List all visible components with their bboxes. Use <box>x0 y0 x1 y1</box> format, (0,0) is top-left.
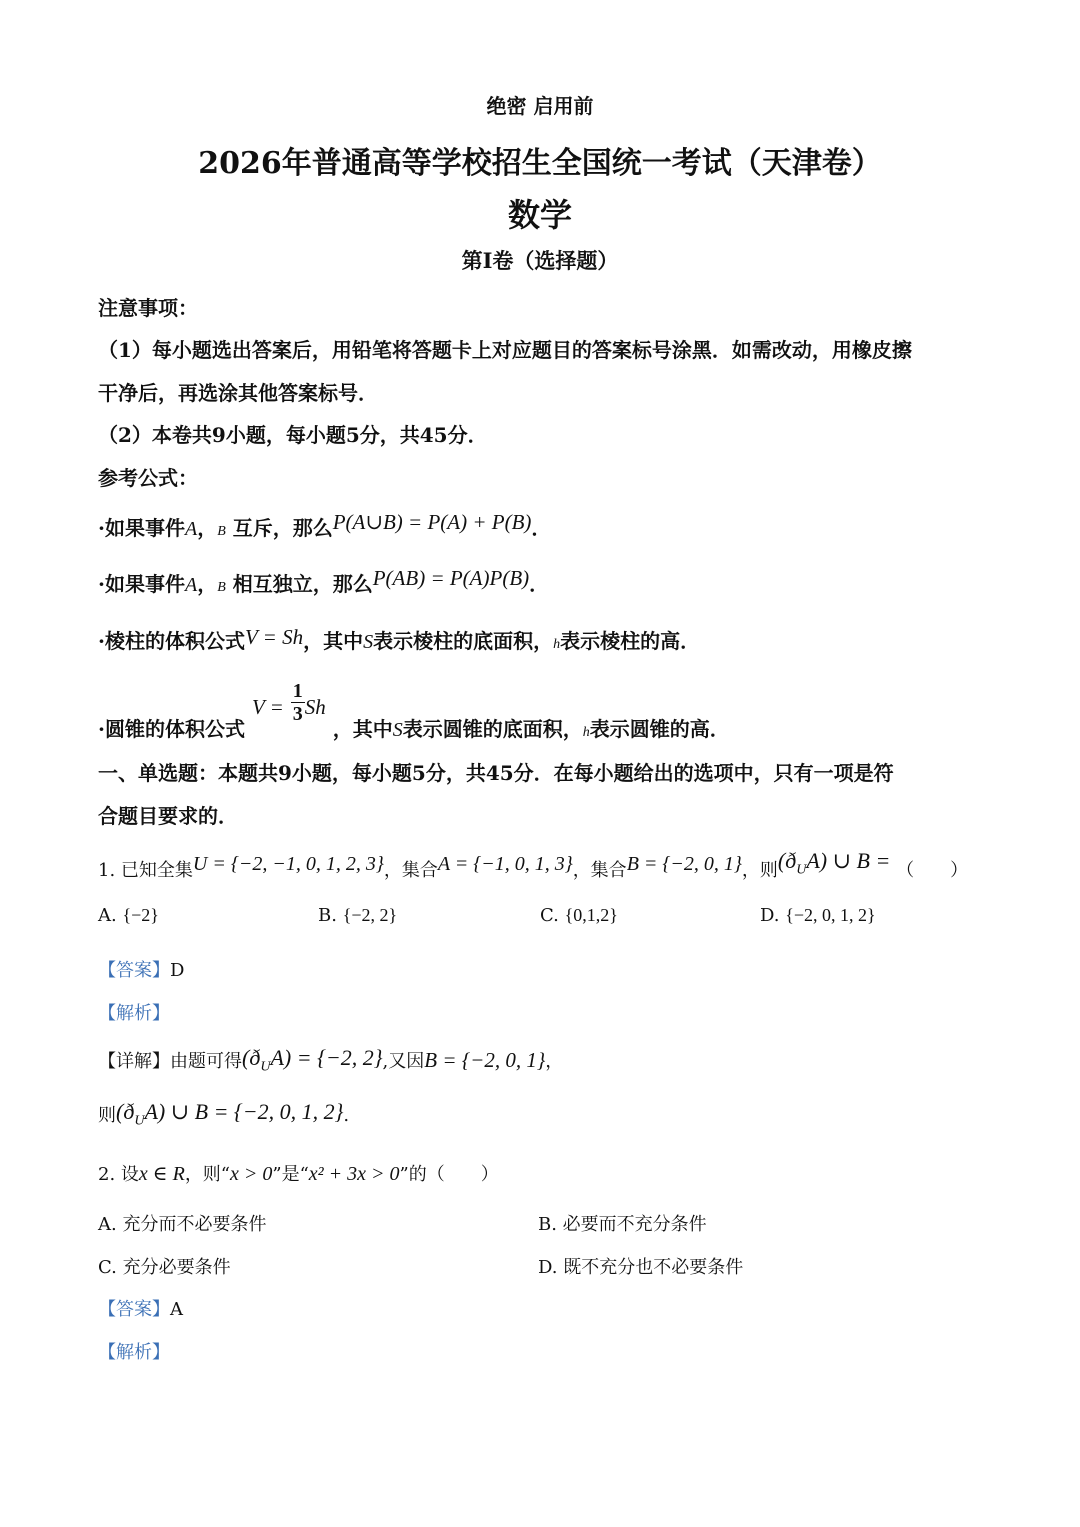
formula-text: ，其中 <box>303 629 364 653</box>
formula-text: 相互独立，那么 <box>232 572 373 596</box>
formulas-heading: 参考公式： <box>98 466 198 490</box>
formula-text: ·棱柱的体积公式 <box>98 629 245 653</box>
detail-text: 则 <box>98 1105 116 1126</box>
period: ． <box>531 516 552 540</box>
question-text: ，则“ <box>184 1164 231 1185</box>
option-label: B. <box>318 905 337 926</box>
question-1-analysis-tag: 【解析】 <box>98 1003 170 1024</box>
fraction-denominator: 3 <box>292 703 303 725</box>
detail-text: 由题可得 <box>170 1051 242 1072</box>
expression-part: (ð <box>242 1045 261 1070</box>
notes-item-1-line-2: 干净后，再选涂其他答案标号． <box>98 381 378 405</box>
fraction-numerator: 1 <box>292 680 303 702</box>
question-2-answer <box>98 1295 183 1321</box>
formula-text: 表示棱柱的高． <box>560 629 701 653</box>
notes-heading: 注意事项： <box>98 296 198 320</box>
question-2-option-c: C. 充分必要条件 <box>98 1257 231 1278</box>
subject-title: 数学 <box>507 196 572 234</box>
expression-subscript: U <box>134 1113 145 1129</box>
condition-2: x² + 3x > 0 <box>308 1163 400 1185</box>
volume-formula: V = Sh <box>244 625 304 649</box>
set-b: B = {−2, 0, 1} <box>626 853 742 875</box>
question-2-stem <box>98 1160 499 1186</box>
question-text: 2. 设 <box>98 1164 139 1185</box>
symbol-h: h <box>582 725 590 740</box>
question-2-option-d: D. 既不充分也不必要条件 <box>538 1257 744 1278</box>
fraction-one-third <box>291 680 305 725</box>
probability-formula: P(AB) = P(A)P(B) <box>372 566 530 590</box>
volume-lhs: V = <box>251 695 284 719</box>
question-1-detail-line-2 <box>98 1101 349 1131</box>
question-1-option-c <box>540 905 618 926</box>
exam-title: 2026年普通高等学校招生全国统一考试（天津卷） <box>198 146 882 181</box>
formula-prism-volume <box>98 625 700 654</box>
symbol-h: h <box>553 637 561 652</box>
answer-tag: 【答案】 <box>98 960 170 981</box>
universal-set: U = {−2, −1, 0, 1, 2, 3} <box>192 853 384 875</box>
formula-text: 表示棱柱的底面积， <box>373 629 554 653</box>
answer-tag: 【答案】 <box>98 1299 170 1320</box>
option-value: {−2, 2} <box>342 905 398 925</box>
formula-text: ·如果事件 <box>98 516 185 540</box>
expression-part: (ð <box>777 848 797 873</box>
answer-value: A <box>170 1299 183 1320</box>
question-text: ”是“ <box>272 1164 309 1185</box>
expression-subscript: U <box>260 1059 271 1075</box>
question-text: ，集合 <box>383 860 438 881</box>
question-1-option-a <box>98 905 159 926</box>
volume-title: 第I卷（选择题） <box>461 248 619 273</box>
volume-rhs: Sh <box>304 695 326 719</box>
question-1-stem <box>98 848 969 886</box>
answer-value: D <box>170 960 185 981</box>
detail-expression <box>242 1045 383 1075</box>
option-label: C. <box>540 905 559 926</box>
formula-independent <box>98 568 549 597</box>
question-2-option-b: B. 必要而不充分条件 <box>538 1214 707 1235</box>
question-1-answer <box>98 956 184 982</box>
formula-cone-volume <box>98 676 730 741</box>
period: ． <box>529 572 550 596</box>
question-text: ，则 <box>741 860 778 881</box>
formula-text: ·如果事件 <box>98 572 185 596</box>
question-2-option-a: A. 充分而不必要条件 <box>98 1214 267 1235</box>
answer-blank: （ ） <box>896 860 969 881</box>
confidential-label: 绝密 启用前 <box>486 94 594 118</box>
question-1-option-b <box>318 905 397 926</box>
symbol-s: S <box>392 719 403 741</box>
set-b-expression: B = {−2, 0, 1} <box>424 1048 546 1072</box>
expression-part: A) = {−2, 2} <box>270 1045 383 1070</box>
event-a: A <box>184 518 198 540</box>
comma: ， <box>197 572 218 596</box>
detail-text: ， <box>545 1051 564 1072</box>
formula-text: 表示圆锥的底面积， <box>402 717 583 741</box>
expression-part: A) ∪ B = <box>806 848 891 873</box>
event-b: B <box>217 524 226 539</box>
option-label: A. <box>98 905 117 926</box>
formula-text: 表示圆锥的高． <box>589 717 730 741</box>
question-2-analysis-tag: 【解析】 <box>98 1342 170 1363</box>
formula-text: 互斥，那么 <box>232 516 333 540</box>
detail-tag: 【详解】 <box>98 1051 170 1072</box>
complement-expression <box>777 848 891 878</box>
expression-part: A) ∪ B = {−2, 0, 1, 2} <box>144 1099 344 1124</box>
question-1-option-d <box>760 905 876 926</box>
question-text: ，集合 <box>572 860 627 881</box>
condition-1: x > 0 <box>230 1163 273 1185</box>
option-label: D. <box>760 905 780 926</box>
notes-item-1-line-1: （1）每小题选出答案后，用铅笔将答题卡上对应题目的答案标号涂黑．如需改动，用橡皮擦 <box>98 338 912 362</box>
formula-mutually-exclusive <box>98 512 551 541</box>
option-value: {0,1,2} <box>564 905 618 925</box>
question-text: ”的（ ） <box>399 1164 499 1185</box>
option-value: {−2, 0, 1, 2} <box>785 905 876 925</box>
detail-expression <box>116 1099 344 1129</box>
section-heading-line-1: 一、单选题：本题共9小题，每小题5分，共45分．在每小题给出的选项中，只有一项是符 <box>98 761 894 785</box>
probability-formula: P(A∪B) = P(A) + P(B) <box>332 510 532 534</box>
formula-text: ，其中 <box>332 717 393 741</box>
notes-item-2: （2）本卷共9小题，每小题5分，共45分． <box>98 423 488 447</box>
comma: ， <box>197 516 218 540</box>
formula-text: ·圆锥的体积公式 <box>98 717 245 741</box>
detail-text: ,又因 <box>382 1051 425 1072</box>
question-text: 1. 已知全集 <box>98 860 193 881</box>
detail-text: . <box>343 1105 350 1126</box>
set-a: A = {−1, 0, 1, 3} <box>437 853 573 875</box>
question-1-detail-line-1 <box>98 1047 563 1077</box>
section-heading-line-2: 合题目要求的． <box>98 804 238 828</box>
x-in-r: x ∈ R <box>138 1163 185 1185</box>
event-b: B <box>217 580 226 595</box>
symbol-s: S <box>363 631 374 653</box>
option-value: {−2} <box>122 905 159 925</box>
expression-part: (ð <box>116 1099 135 1124</box>
event-a: A <box>184 574 198 596</box>
expression-subscript: U <box>796 862 807 878</box>
